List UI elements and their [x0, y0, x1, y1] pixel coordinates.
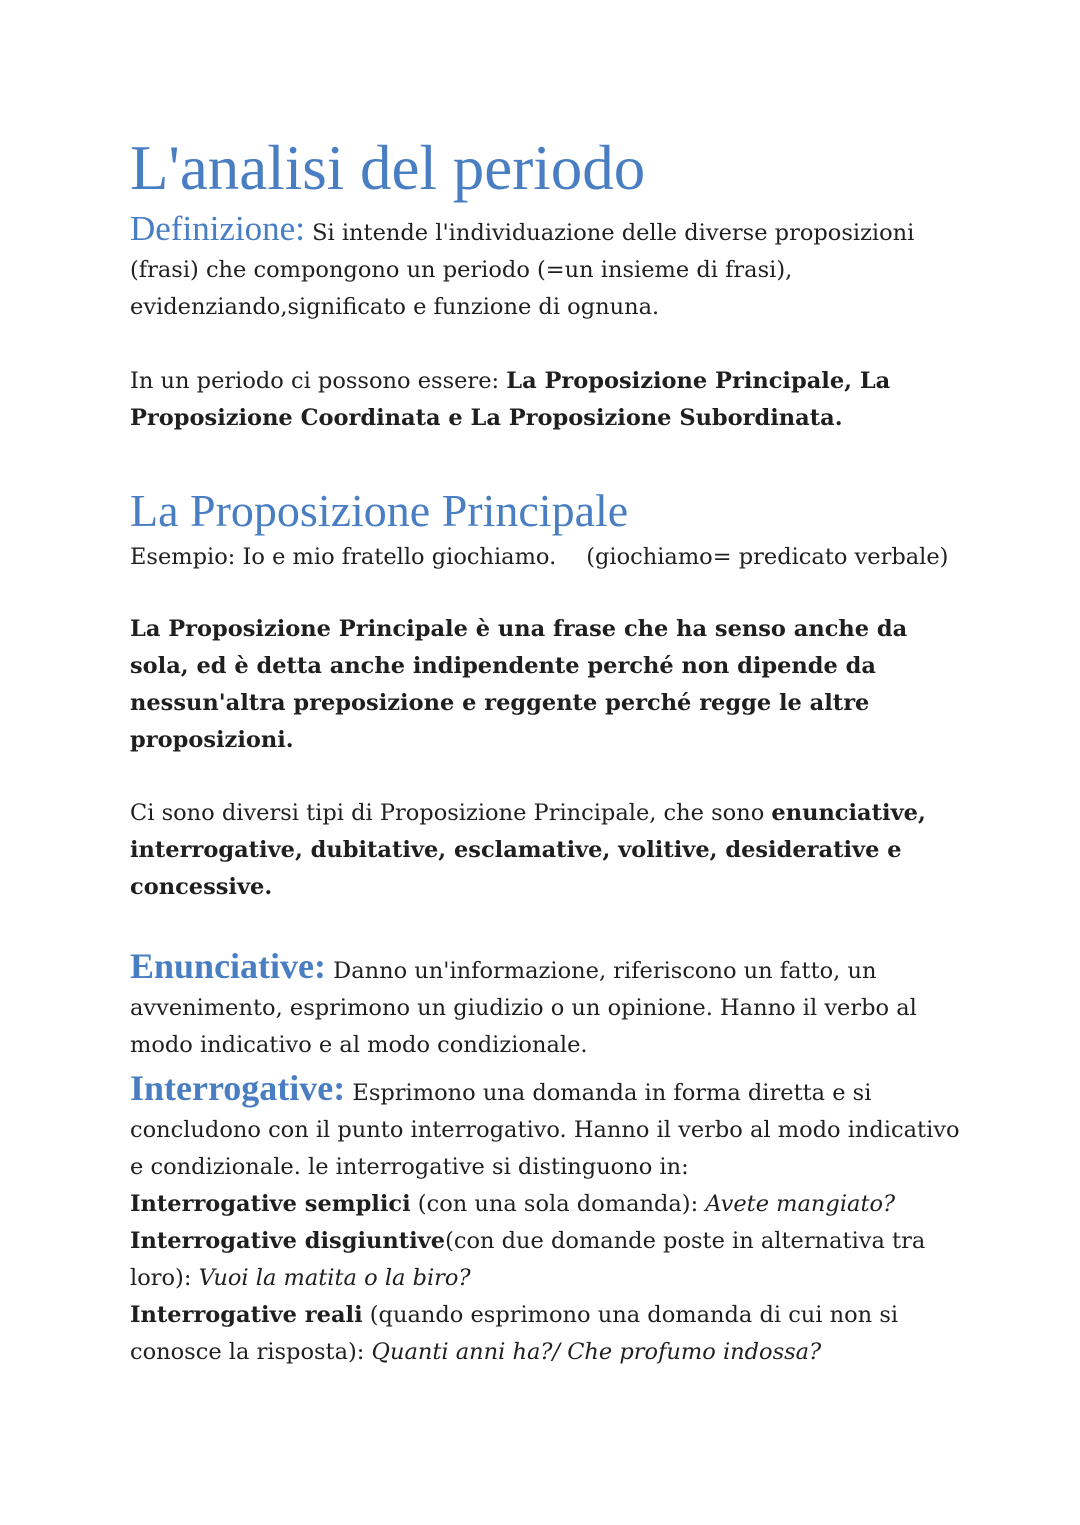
interrogative-item-bold: Interrogative semplici [130, 1191, 411, 1217]
definition-label: Definizione: [130, 209, 305, 248]
interrogative-item-bold: Interrogative disgiuntive [130, 1228, 446, 1254]
period-intro-paragraph [130, 363, 960, 437]
definition-text: Si intende l'individuazione delle diverse proposizioni (frasi) che compongono un periodo (=un insieme di frasi), evidenziando,significato e funzione di ognuna. [130, 220, 915, 320]
interrogative-item-example: Avete mangiato? [705, 1191, 896, 1217]
example-text: Esempio: Io e mio fratello giochiamo. [130, 544, 557, 570]
example-note: (giochiamo= predicato verbale) [586, 544, 949, 570]
example-line [130, 539, 960, 576]
interrogative-item-text: (con una sola domanda): [410, 1191, 706, 1217]
interrogative-text: Esprimono una domanda in forma diretta e si concludono con il punto interrogativo. Hanno il verbo al modo indicativo e condizionale. le interrogative si distinguono in: [130, 1080, 960, 1180]
interrogative-item-example: Quanti anni ha?/ Che profumo indossa? [371, 1339, 822, 1365]
period-intro-bold: La Proposizione Principale, La Proposizione Coordinata e La Proposizione Subordinata. [130, 368, 891, 431]
page-title: L'analisi del periodo [130, 133, 646, 203]
interrogative-item [130, 1186, 960, 1223]
interrogative-item [130, 1223, 960, 1297]
section-heading-principale: La Proposizione Principale [130, 485, 629, 536]
document-page [130, 132, 960, 1371]
principale-definition [130, 611, 960, 759]
period-intro-text: In un periodo ci possono essere: [130, 368, 507, 394]
interrogative-item-text: (quando esprimono una domanda di cui non si conosce la risposta): [130, 1302, 899, 1365]
enunciative-text: Danno un'informazione, riferiscono un fatto, un avvenimento, esprimono un giudizio o un opinione. Hanno il verbo al modo indicativo e al modo condizionale. [130, 958, 917, 1058]
tipi-paragraph [130, 795, 960, 906]
tipi-text: Ci sono diversi tipi di Proposizione Principale, che sono [130, 800, 772, 826]
enunciative-paragraph [130, 948, 960, 1064]
interrogative-item-bold: Interrogative reali [130, 1302, 363, 1328]
interrogative-item-example: Vuoi la matita o la biro? [198, 1265, 471, 1291]
definition-paragraph [130, 210, 960, 326]
interrogative-label: Interrogative: [130, 1068, 346, 1108]
interrogative-item-text: (con due domande poste in alternativa tra loro): [130, 1228, 926, 1291]
tipi-bold: enunciative, interrogative, dubitative, esclamative, volitive, desiderative e concessive. [130, 800, 926, 900]
interrogative-item [130, 1297, 960, 1371]
interrogative-paragraph [130, 1070, 960, 1186]
principale-definition-bold: La Proposizione Principale è una frase che ha senso anche da sola, ed è detta anche indipendente perché non dipende da nessun'altra preposizione e reggente perché regge le altre proposizioni. [130, 616, 908, 753]
enunciative-label: Enunciative: [130, 946, 327, 986]
